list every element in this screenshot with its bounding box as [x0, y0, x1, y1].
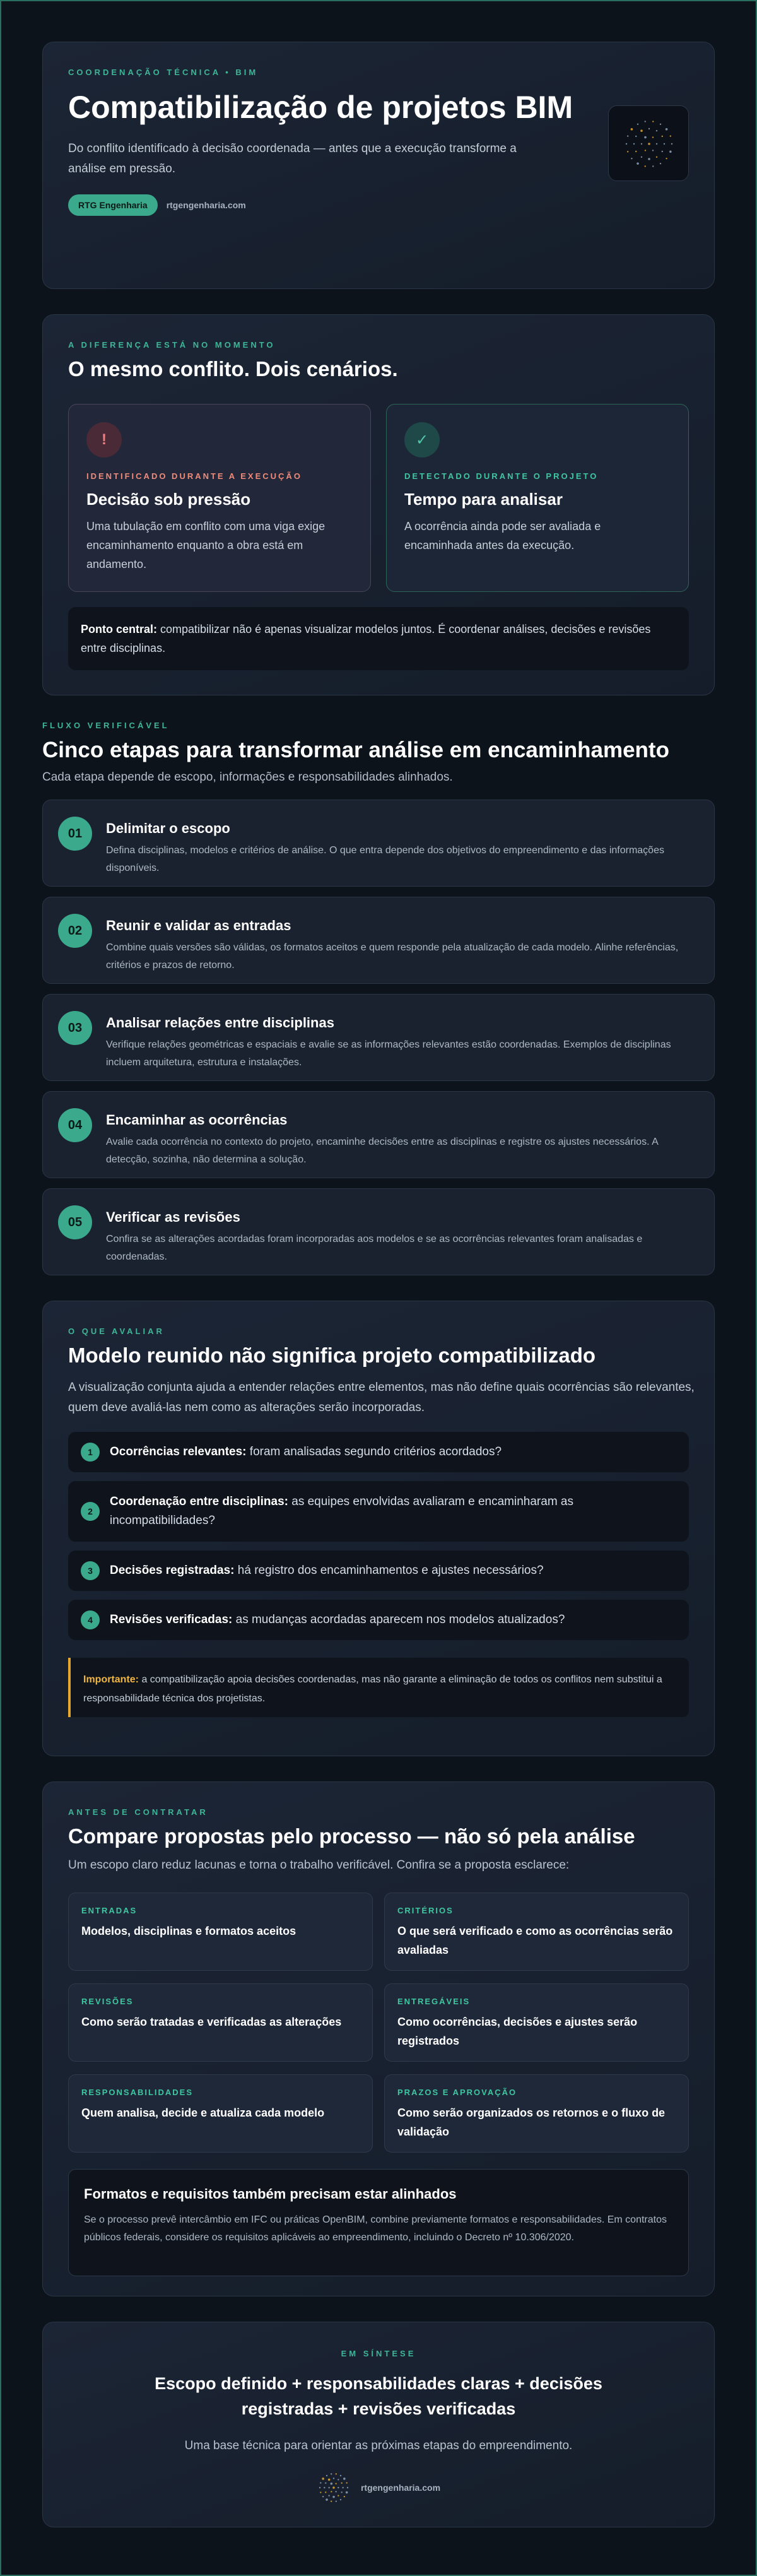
- check-strong: Decisões registradas:: [110, 1564, 235, 1577]
- criteria-key: ENTREGÁVEIS: [397, 1997, 471, 2006]
- evaluate-card: [42, 1301, 715, 1756]
- check-number: 3: [81, 1561, 100, 1580]
- important-note: [68, 1658, 689, 1717]
- step-body: [106, 1205, 698, 1275]
- step-number: 02: [58, 914, 92, 948]
- scenario-columns: [68, 404, 689, 592]
- criteria-key: REVISÕES: [81, 1997, 134, 2006]
- step-text: Combine quais versões são válidas, os formatos aceitos e quem responde pela atualização de cada modelo. Alinhe referências, critérios e prazos de retorno.: [106, 942, 679, 971]
- checklist-item: [68, 1481, 689, 1542]
- step-number: 01: [58, 817, 92, 851]
- company-badge: RTG Engenharia: [68, 194, 158, 216]
- important-text: a compatibilização apoia decisões coordenadas, mas não garante a eliminação de todos os conflitos nem substitui a responsabilidade técnica dos projetistas.: [83, 1674, 662, 1704]
- criteria-value: Como serão organizados os retornos e o fluxo de validação: [397, 2106, 666, 2138]
- criteria-item: [384, 1983, 689, 2062]
- summary-title-line: registradas + revisões verificadas: [241, 2399, 516, 2418]
- formats-box: [68, 2169, 689, 2276]
- criteria-item: [384, 2074, 689, 2153]
- step-body: [106, 1108, 698, 1178]
- step-text: Defina disciplinas, modelos e critérios de análise. O que entra depende dos objetivos do empreendimento e das informações disponíveis.: [106, 845, 664, 873]
- evaluate-title: Modelo reunido não significa projeto compatibilizado: [68, 1344, 596, 1367]
- scenario-text: Uma tubulação em conflito com uma viga exige encaminhamento enquanto a obra está em andamento.: [86, 520, 326, 570]
- step-title: Encaminhar as ocorrências: [106, 1112, 288, 1128]
- steps-list: [42, 800, 715, 1275]
- steps-section: [42, 721, 715, 1275]
- website-link[interactable]: rtgengenharia.com: [360, 2483, 441, 2493]
- scenario-text: A ocorrência ainda pode ser avaliada e encaminhada antes da execução.: [404, 520, 601, 552]
- criteria-value: O que será verificado e como as ocorrências serão avaliadas: [397, 1925, 673, 1956]
- hero-lead: Do conflito identificado à decisão coordenada — antes que a execução transforme a análise em pressão.: [68, 142, 517, 175]
- note-strong: Ponto central:: [81, 623, 158, 635]
- evaluate-eyebrow: O QUE AVALIAR: [68, 1326, 165, 1336]
- hero-tags: [68, 194, 689, 216]
- summary-eyebrow: EM SÍNTESE: [341, 2349, 416, 2358]
- step-text: Avalie cada ocorrência no contexto do projeto, encaminhe decisões entre as disciplinas e registre os ajustes necessários. A detecção, sozinha, não determina a solução.: [106, 1137, 658, 1165]
- scenario-title: Decisão sob pressão: [86, 490, 251, 509]
- step-item: [42, 994, 715, 1081]
- check-strong: Coordenação entre disciplinas:: [110, 1495, 288, 1508]
- key-point-note: [68, 607, 689, 670]
- step-item: [42, 800, 715, 887]
- note-text: compatibilizar não é apenas visualizar modelos juntos. É coordenar análises, decisões e revisões entre disciplinas.: [81, 623, 651, 654]
- check-icon: ✓: [404, 422, 440, 458]
- compare-card: [42, 1781, 715, 2296]
- step-body: [106, 914, 698, 983]
- evaluate-lead: A visualização conjunta ajuda a entender relações entre elementos, mas não define quais ocorrências são relevantes, quem deve avaliá-las nem como as alterações serão incorporadas.: [68, 1381, 695, 1414]
- criteria-item: [68, 1983, 373, 2062]
- check-strong: Revisões verificadas:: [110, 1613, 233, 1626]
- step-body: [106, 817, 698, 886]
- step-number: 05: [58, 1205, 92, 1239]
- check-number: 4: [81, 1610, 100, 1629]
- scenarios-eyebrow: A DIFERENÇA ESTÁ NO MOMENTO: [68, 340, 276, 350]
- check-detail: foram analisadas segundo critérios acordados?: [246, 1445, 502, 1458]
- checklist: [68, 1432, 689, 1640]
- compare-title: Compare propostas pelo processo — não só pela análise: [68, 1824, 635, 1848]
- criteria-key: RESPONSABILIDADES: [81, 2088, 194, 2097]
- important-strong: Importante:: [83, 1674, 139, 1685]
- check-text: [110, 1561, 544, 1580]
- step-title: Delimitar o escopo: [106, 820, 230, 836]
- check-detail: as equipes envolvidas avaliaram e encaminharam as incompatibilidades?: [110, 1495, 573, 1527]
- summary-card: [42, 2322, 715, 2527]
- criteria-item: [68, 2074, 373, 2153]
- criteria-key: ENTRADAS: [81, 1906, 138, 1915]
- hero-eyebrow: COORDENAÇÃO TÉCNICA • BIM: [68, 68, 259, 77]
- criteria-value: Como serão tratadas e verificadas as alterações: [81, 2016, 342, 2028]
- criteria-value: Quem analisa, decide e atualiza cada modelo: [81, 2106, 325, 2119]
- step-text: Confira se as alterações acordadas foram incorporadas aos modelos e se as ocorrências relevantes foram analisadas e coordenadas.: [106, 1234, 643, 1262]
- criteria-value: Como ocorrências, decisões e ajustes serão registrados: [397, 2016, 638, 2047]
- check-detail: as mudanças acordadas aparecem nos modelos atualizados?: [232, 1613, 565, 1626]
- scenario-design: [386, 404, 689, 592]
- check-detail: há registro dos encaminhamentos e ajustes necessários?: [234, 1564, 544, 1577]
- scenario-title: Tempo para analisar: [404, 490, 563, 509]
- criteria-value: Modelos, disciplinas e formatos aceitos: [81, 1925, 296, 1937]
- checklist-item: [68, 1600, 689, 1640]
- scenario-label: DETECTADO DURANTE O PROJETO: [404, 471, 599, 481]
- check-number: 2: [81, 1502, 100, 1521]
- check-text: [110, 1610, 565, 1629]
- steps-subtitle: Cada etapa depende de escopo, informações e responsabilidades alinhados.: [42, 771, 453, 784]
- step-number: 04: [58, 1108, 92, 1142]
- check-strong: Ocorrências relevantes:: [110, 1445, 247, 1458]
- brand-logo-icon: [608, 105, 689, 181]
- criteria-key: CRITÉRIOS: [397, 1906, 454, 1915]
- criteria-grid: [68, 1893, 689, 2153]
- scenario-label: IDENTIFICADO DURANTE A EXECUÇÃO: [86, 471, 302, 481]
- step-title: Verificar as revisões: [106, 1209, 240, 1225]
- formats-title: Formatos e requisitos também precisam estar alinhados: [84, 2186, 457, 2202]
- check-number: 1: [81, 1443, 100, 1462]
- hero-card: [42, 42, 715, 289]
- step-title: Reunir e validar as entradas: [106, 918, 291, 933]
- step-number: 03: [58, 1011, 92, 1045]
- summary-title-line: Escopo definido + responsabilidades claras + decisões: [155, 2374, 602, 2393]
- compare-lead: Um escopo claro reduz lacunas e torna o trabalho verificável. Confira se a proposta esclarece:: [68, 1858, 570, 1872]
- step-body: [106, 1011, 698, 1080]
- page-title: Compatibilização de projetos BIM: [68, 90, 573, 125]
- step-item: [42, 1091, 715, 1178]
- step-item: [42, 897, 715, 984]
- criteria-item: [384, 1893, 689, 1971]
- compare-eyebrow: ANTES DE CONTRATAR: [68, 1807, 208, 1817]
- scenarios-card: [42, 314, 715, 695]
- footer-brand: [43, 2471, 714, 2505]
- formats-text: Se o processo prevê intercâmbio em IFC ou práticas OpenBIM, combine previamente formatos e responsabilidades. Em contratos públicos federais, considere os requisitos aplicáveis ao empreendimento, incluindo o Decreto nº 10.306/2020.: [84, 2214, 667, 2243]
- checklist-item: [68, 1432, 689, 1472]
- steps-eyebrow: FLUXO VERIFICÁVEL: [42, 721, 170, 730]
- step-item: [42, 1188, 715, 1275]
- summary-text: Uma base técnica para orientar as próximas etapas do empreendimento.: [184, 2439, 573, 2452]
- summary-title: [43, 2371, 714, 2421]
- step-text: Verifique relações geométricas e espaciais e avalie se as informações relevantes estão coordenadas. Exemplos de disciplinas incluem arquitetura, estrutura e instalações.: [106, 1039, 671, 1068]
- alert-icon: !: [86, 422, 122, 458]
- scenarios-title: O mesmo conflito. Dois cenários.: [68, 357, 398, 381]
- criteria-item: [68, 1893, 373, 1971]
- check-text: [110, 1443, 502, 1462]
- checklist-item: [68, 1551, 689, 1591]
- step-title: Analisar relações entre disciplinas: [106, 1015, 334, 1031]
- brand-logo-icon: [317, 2471, 351, 2505]
- scenario-execution: [68, 404, 371, 592]
- steps-title: Cinco etapas para transformar análise em encaminhamento: [42, 738, 669, 762]
- criteria-key: PRAZOS E APROVAÇÃO: [397, 2088, 517, 2097]
- website-link[interactable]: rtgengenharia.com: [166, 200, 246, 210]
- check-text: [110, 1492, 676, 1530]
